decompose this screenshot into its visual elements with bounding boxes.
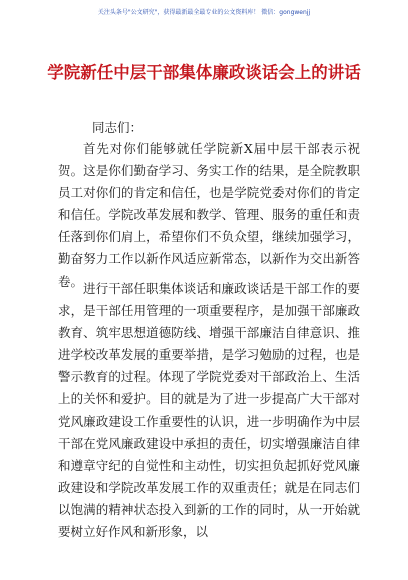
header-banner: 关注头条号"公文研究"，获得最新最全最专业的公文资料库！ 微信：gongwenjj	[97, 9, 311, 16]
salutation: 同志们：	[92, 120, 143, 135]
document-title: 学院新任中层干部集体廉政谈话会上的讲话	[47, 63, 361, 82]
paragraph-2: 进行干部任职集体谈话和廉政谈话是干部工作的要求，是干部任用管理的一项重要程序，是加强干部廉政教育、筑牢思想道德防线、增强干部廉洁自律意识、推进学校改革发展的重要举措，是学习勉励的过程，也是警示教育的过程。体现了学院党委对干部政治上、生活上的关怀和爱护。目的就是为了进一步提高广大干部对党风廉政建设工作重要性的认识，进一步明确作为中层干部在党风廉政建设中承担的责任，切实增强廉洁自律和遵章守纪的自觉性和主动性，切实担负起抓好党风廉政建设和学院改革发展工作的双重责任；就是在同志们以饱满的精神状态投入到新的工作的同时，从一开始就要树立好作风和新形象，以	[58, 281, 360, 540]
paragraph-1: 首先对你们能够就任学院新X届中层干部表示祝贺。这是你们勤奋学习、务实工作的结果，是全院教职员工对你们的肯定和信任，也是学院党委对你们的肯定和信任。学院改革发展和教学、管理、服务的重任和责任落到你们肩上，希望你们不负众望，继续加强学习，勤奋努力工作以新作风适应新常态，以新作为交出新答卷。	[58, 141, 360, 289]
